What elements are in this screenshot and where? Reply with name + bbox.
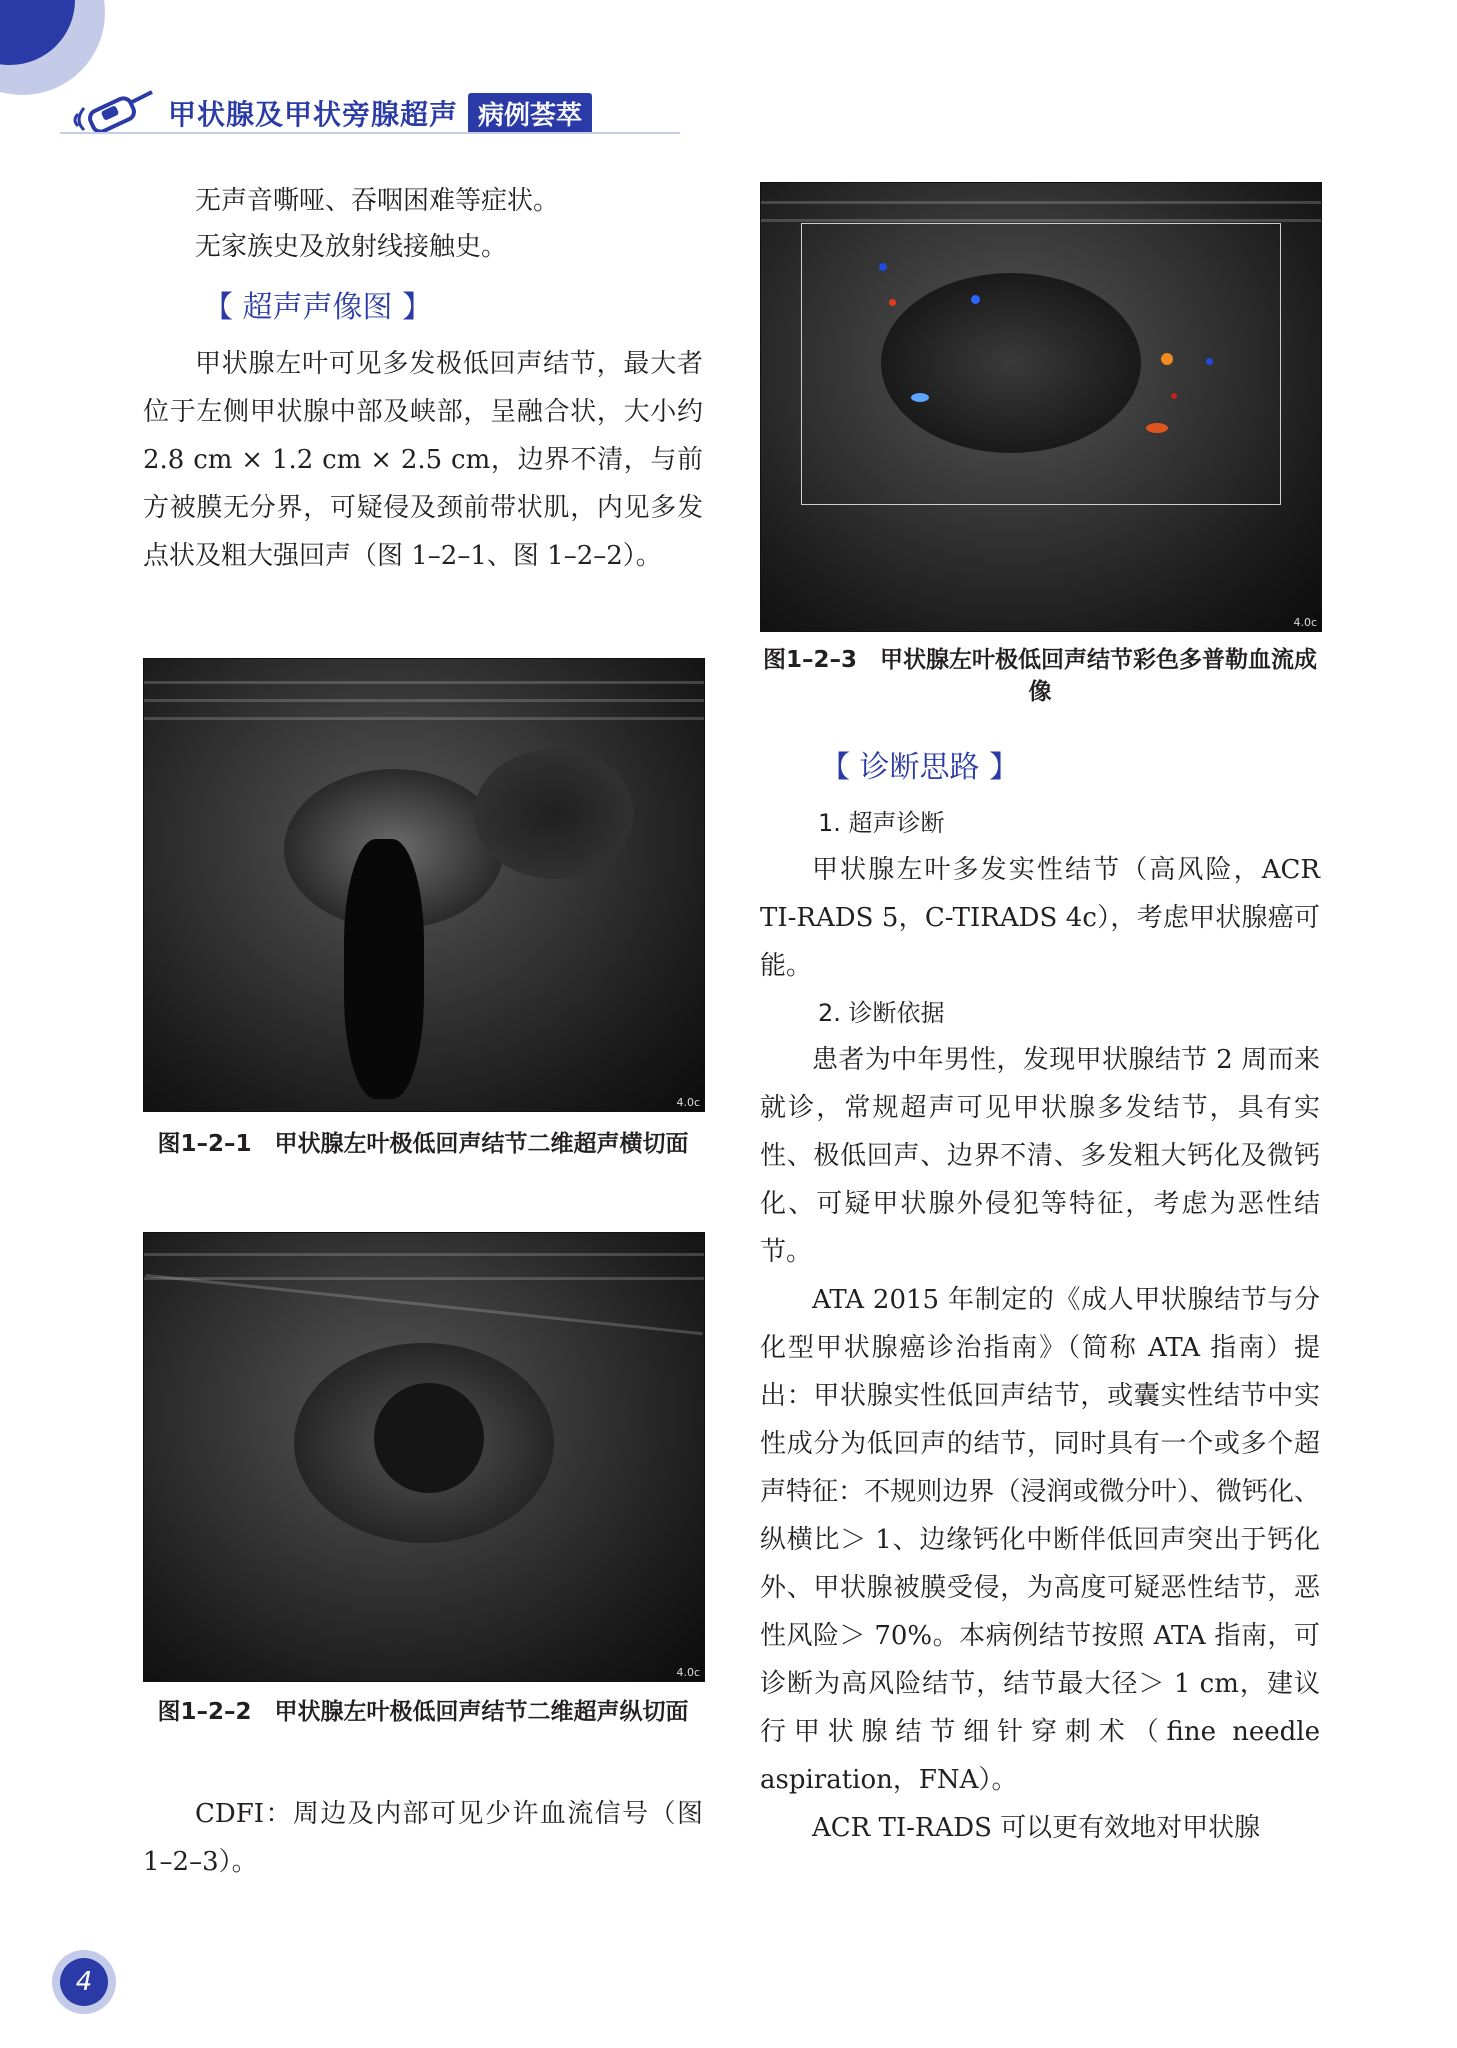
section-heading-images: 【 超声声像图 】 xyxy=(203,290,433,325)
intro-line-2: 无家族史及放射线接触史。 xyxy=(195,232,508,262)
figure-caption-1: 图1–2–1 甲状腺左叶极低回声结节二维超声横切面 xyxy=(157,1131,689,1157)
page-number: 4 xyxy=(60,1958,108,2006)
header-divider xyxy=(60,132,680,134)
diagnostic-basis-paragraph-2: ATA 2015 年制定的《成人甲状腺结节与分化型甲状腺癌诊治指南》（简称 ATA 指南）提出：甲状腺实性低回声结节，或囊实性结节中实性成分为低回声的结节，同时具有一个或多个超声特征：不规则边界（浸润或微分叶）、微钙化、纵横比＞ 1、边缘钙化中断伴低回声突出于钙化外、甲状腺被膜受侵，为高度可疑恶性结节，恶性风险＞ 70%。本病例结节按照 ATA 指南，可诊断为高风险结节，结节最大径＞ 1 cm，建议行甲状腺结节细针穿刺术（fine needle aspiration，FNA）。 xyxy=(760,1285,1320,1795)
intro-line-1: 无声音嘶哑、吞咽困难等症状。 xyxy=(195,186,560,216)
ultrasound-image-longitudinal xyxy=(143,1232,705,1682)
subheading-diagnostic-basis: 2. 诊断依据 xyxy=(818,999,945,1027)
diagnostic-basis-paragraph-3: ACR TI-RADS 可以更有效地对甲状腺 xyxy=(812,1813,1261,1843)
ultrasound-image-color-doppler xyxy=(760,182,1322,632)
ultrasound-image-transverse xyxy=(143,658,705,1112)
ultrasound-diagnosis-paragraph: 甲状腺左叶多发实性结节（高风险，ACR TI-RADS 5，C-TIRADS 4c），考虑甲状腺癌可能。 xyxy=(760,855,1320,981)
diagnostic-basis-paragraph-1: 患者为中年男性，发现甲状腺结节 2 周而来就诊，常规超声可见甲状腺多发结节，具有实性、极低回声、边界不清、多发粗大钙化及微钙化、可疑甲状腺外侵犯等特征，考虑为恶性结节。 xyxy=(760,1045,1320,1267)
subheading-ultrasound-diagnosis: 1. 超声诊断 xyxy=(818,809,945,837)
figure-caption-2: 图1–2–2 甲状腺左叶极低回声结节二维超声纵切面 xyxy=(157,1699,689,1725)
left-column-top xyxy=(143,178,703,580)
book-subtitle-badge: 病例荟萃 xyxy=(468,93,592,134)
section-heading-diagnosis: 【 诊断思路 】 xyxy=(820,750,1020,785)
figure-caption-3: 图1–2–3 甲状腺左叶极低回声结节彩色多普勒血流成像 xyxy=(762,647,1317,705)
depth-scale-label: 4.0c xyxy=(676,1096,700,1109)
cdfi-paragraph: CDFI：周边及内部可见少许血流信号（图 1–2–3）。 xyxy=(143,1799,703,1877)
image-findings-paragraph: 甲状腺左叶可见多发极低回声结节，最大者位于左侧甲状腺中部及峡部，呈融合状，大小约 2.8 cm × 1.2 cm × 2.5 cm，边界不清，与前方被膜无分界，可疑侵及颈前带状肌，内见多发点状及粗大强回声（图 1–2–1、图 1–2–2）。 xyxy=(143,349,703,571)
right-column-text xyxy=(760,738,1320,1852)
cdfi-paragraph-block xyxy=(143,1790,703,1886)
book-title: 甲状腺及甲状旁腺超声 xyxy=(168,98,459,131)
depth-scale-label: 4.0c xyxy=(1293,616,1317,629)
depth-scale-label: 4.0c xyxy=(676,1666,700,1679)
